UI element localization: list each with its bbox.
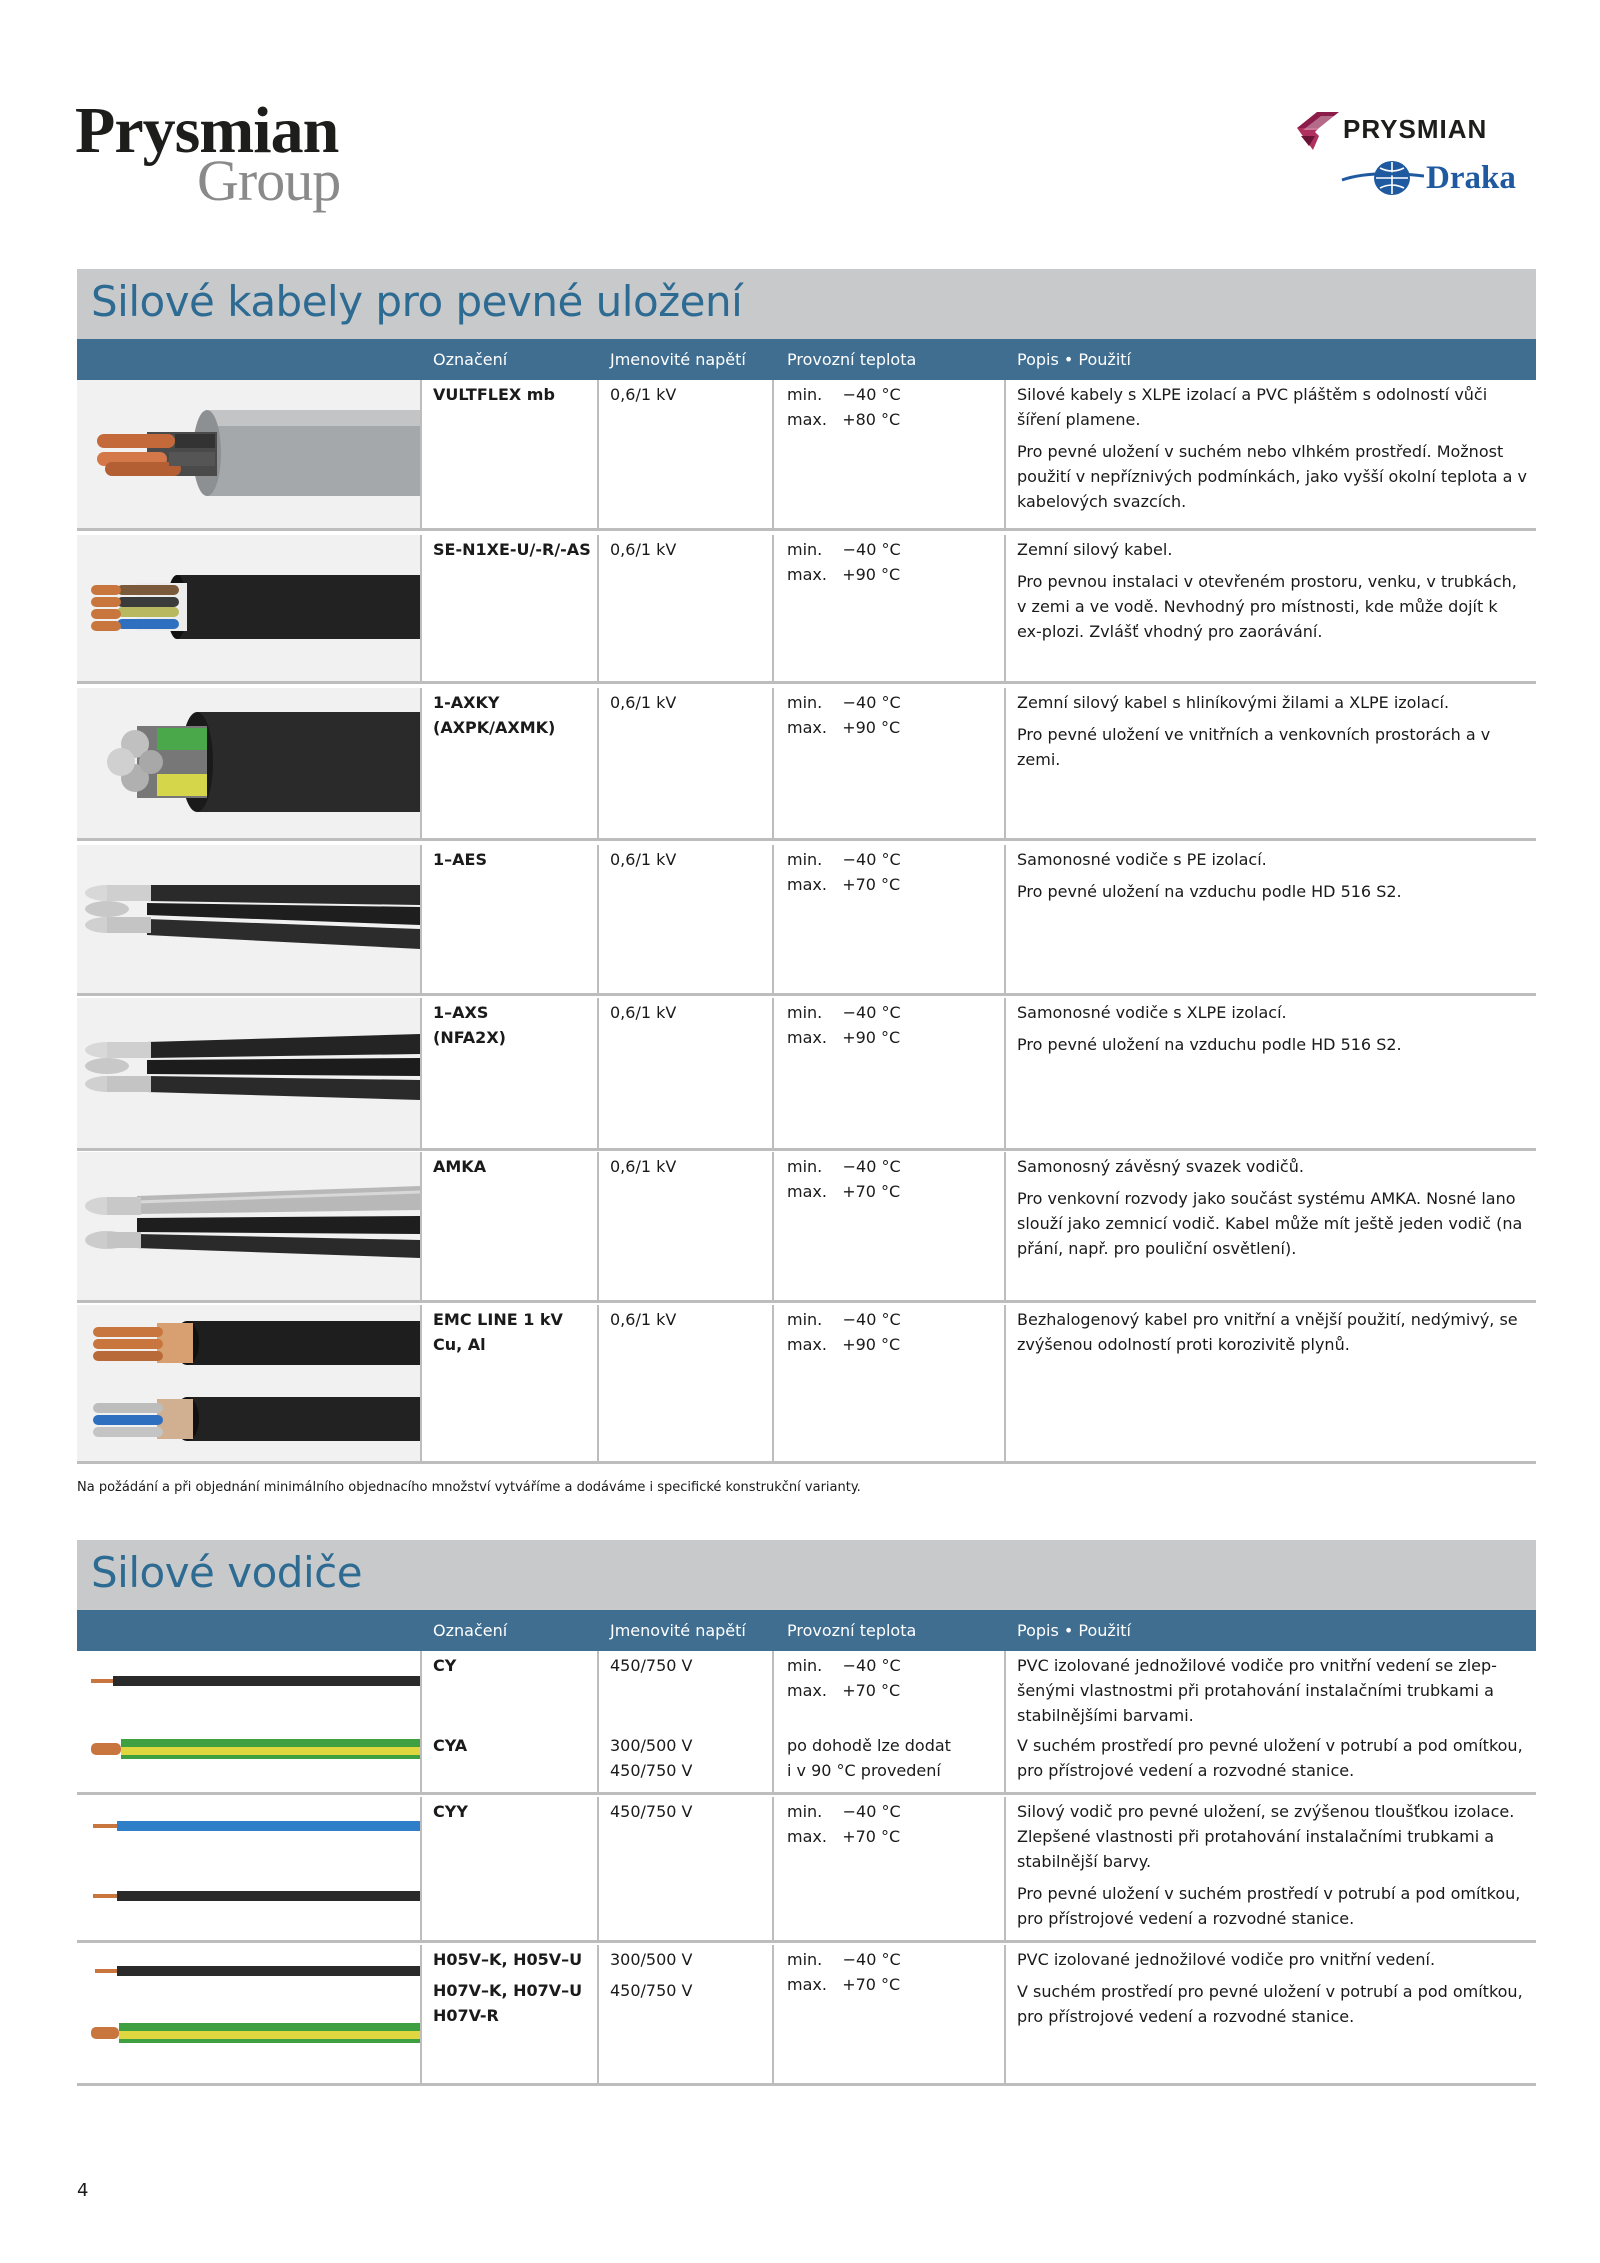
operating-temperature: min. −40 °C max. +70 °C	[787, 1802, 901, 1846]
column-divider	[420, 845, 422, 995]
section-title-text: Silové vodiče	[91, 1548, 363, 1597]
column-divider	[420, 1651, 422, 1794]
cable-image	[77, 998, 420, 1150]
rated-voltage: 300/500 V	[610, 1950, 693, 1969]
product-description: Samonosné vodiče s XLPE izolací. Pro pevné uložení na vzduchu podle HD 516 S2.	[1017, 1003, 1402, 1054]
rated-voltage: 450/750 V	[610, 1656, 693, 1675]
table-header	[77, 339, 1536, 380]
prysmian-brand-text: PRYSMIAN	[1343, 114, 1488, 144]
product-designation-secondary: H07V–K, H07V–U H07V-R	[433, 1981, 583, 2025]
product-designation: 1–AXS (NFA2X)	[433, 1003, 506, 1047]
row-divider	[77, 993, 1536, 996]
operating-temperature: min. −40 °C max. +80 °C	[787, 385, 901, 429]
column-divider	[597, 535, 599, 683]
column-divider	[1004, 1651, 1006, 1794]
operating-temperature: min. −40 °C max. +70 °C	[787, 1656, 901, 1700]
draka-globe-icon	[1340, 158, 1424, 198]
rated-voltage: 450/750 V	[610, 1802, 693, 1821]
product-designation: H05V–K, H05V–U	[433, 1950, 583, 1969]
column-header-designation: Označení	[433, 1621, 508, 1640]
product-designation: 1-AXKY (AXPK/AXMK)	[433, 693, 556, 737]
product-designation: AMKA	[433, 1157, 487, 1176]
column-divider	[420, 998, 422, 1150]
product-designation: 1–AES	[433, 850, 487, 869]
prysmian-brand-logo	[1295, 108, 1535, 156]
page-number: 4	[77, 2180, 89, 2201]
section-title-power-cables	[77, 269, 1536, 339]
operating-temperature-secondary: po dohodě lze dodat i v 90 °C provedení	[787, 1736, 951, 1780]
product-description: PVC izolované jednožilové vodiče pro vnitřní vedení. V suchém prostředí pro pevné uložení v potrubí a pod omítkou, pro přístrojové vedení a rozvodné stanice.	[1017, 1950, 1523, 2026]
conductor-image	[77, 1945, 420, 2085]
rated-voltage: 0,6/1 kV	[610, 1003, 677, 1022]
column-divider	[420, 1797, 422, 1942]
column-divider	[772, 1945, 774, 2085]
product-description: PVC izolované jednožilové vodiče pro vnitřní vedení se zlep-šenými vlastnostmi při protahování instalačními trubkami a stabilnějšími barvami.	[1017, 1656, 1497, 1725]
logo-word-group: Group	[197, 148, 341, 213]
column-divider	[1004, 1797, 1006, 1942]
column-header-description: Popis • Použití	[1017, 1621, 1131, 1640]
table-row	[77, 998, 1536, 1150]
table-row	[77, 1797, 1536, 1942]
cable-image	[77, 535, 420, 683]
operating-temperature: min. −40 °C max. +90 °C	[787, 693, 901, 737]
column-header-designation: Označení	[433, 350, 508, 369]
custom-variants-note: Na požádání a při objednání minimálního objednacího množství vytváříme a dodáváme i specifické konstrukční varianty.	[77, 1480, 861, 1495]
column-divider	[597, 1945, 599, 2085]
column-divider	[1004, 1152, 1006, 1302]
column-divider	[597, 1305, 599, 1463]
product-description-secondary: V suchém prostředí pro pevné uložení v potrubí a pod omítkou, pro přístrojové vedení a rozvodné stanice.	[1017, 1736, 1523, 1780]
column-divider	[1004, 998, 1006, 1150]
column-divider	[772, 1797, 774, 1942]
table-header	[77, 1610, 1536, 1651]
conductor-image	[77, 1651, 420, 1794]
prysmian-group-logo	[75, 94, 355, 213]
rated-voltage: 0,6/1 kV	[610, 693, 677, 712]
column-divider	[597, 1152, 599, 1302]
cable-image	[77, 380, 420, 530]
conductor-image	[77, 1797, 420, 1942]
column-header-voltage: Jmenovité napětí	[610, 1621, 746, 1640]
product-description: Zemní silový kabel. Pro pevnou instalaci v otevřeném prostoru, venku, v trubkách, v zemi a ve vodě. Nevhodný pro místnosti, kde může dojít k ex-plozi. Zvlášť vhodný pro zaorávání.	[1017, 540, 1517, 641]
rated-voltage: 0,6/1 kV	[610, 1157, 677, 1176]
operating-temperature: min. −40 °C max. +70 °C	[787, 1950, 901, 1994]
row-divider	[77, 1300, 1536, 1303]
row-divider	[77, 2083, 1536, 2086]
column-divider	[597, 1651, 599, 1794]
column-header-temperature: Provozní teplota	[787, 350, 917, 369]
column-divider	[1004, 1945, 1006, 2085]
logo-word-prysmian: Prysmian	[75, 94, 339, 167]
column-divider	[772, 845, 774, 995]
section-title-text: Silové kabely pro pevné uložení	[91, 277, 743, 326]
table-row	[77, 845, 1536, 995]
column-divider	[1004, 1305, 1006, 1463]
rated-voltage-secondary: 450/750 V	[610, 1981, 693, 2000]
draka-brand-text: Draka	[1426, 160, 1516, 196]
column-divider	[772, 1305, 774, 1463]
column-divider	[1004, 535, 1006, 683]
column-divider	[597, 998, 599, 1150]
rated-voltage-secondary: 300/500 V 450/750 V	[610, 1736, 693, 1780]
column-divider	[420, 1305, 422, 1463]
rated-voltage: 0,6/1 kV	[610, 385, 677, 404]
column-divider	[597, 688, 599, 840]
cable-image	[77, 1305, 420, 1463]
column-divider	[420, 380, 422, 530]
column-divider	[597, 380, 599, 530]
product-description: Samonosný závěsný svazek vodičů. Pro venkovní rozvody jako součást systému AMKA. Nosné lano slouží jako zemnicí vodič. Kabel může mít ještě jeden vodič (na přání, např. pro pouliční osvětlení).	[1017, 1157, 1523, 1258]
column-divider	[420, 1945, 422, 2085]
table-row	[77, 1152, 1536, 1302]
row-divider	[77, 681, 1536, 684]
product-description: Silový vodič pro pevné uložení, se zvýšenou tloušťkou izolace. Zlepšené vlastnosti při protahování instalačními trubkami a stabilnější barvy. Pro pevné uložení v suchém prostředí v potrubí a pod omítkou, pro přístrojové vedení a rozvodné stanice.	[1017, 1802, 1521, 1928]
column-divider	[772, 380, 774, 530]
product-designation: EMC LINE 1 kV Cu, Al	[433, 1310, 563, 1354]
prysmian-mark-icon	[1295, 108, 1341, 152]
column-header-description: Popis • Použití	[1017, 350, 1131, 369]
table-row	[77, 535, 1536, 683]
row-divider	[77, 1792, 1536, 1795]
operating-temperature: min. −40 °C max. +90 °C	[787, 1310, 901, 1354]
product-designation: SE-N1XE-U/-R/-AS	[433, 540, 591, 559]
table-row	[77, 688, 1536, 840]
table-row	[77, 380, 1536, 530]
row-divider	[77, 528, 1536, 531]
column-divider	[597, 845, 599, 995]
column-divider	[1004, 380, 1006, 530]
row-divider	[77, 838, 1536, 841]
operating-temperature: min. −40 °C max. +70 °C	[787, 1157, 901, 1201]
draka-brand-logo	[1340, 158, 1540, 198]
column-header-temperature: Provozní teplota	[787, 1621, 917, 1640]
product-description: Bezhalogenový kabel pro vnitřní a vnější použití, nedýmivý, se zvýšenou odolností proti korozivitě plynů.	[1017, 1310, 1518, 1354]
section-title-power-conductors	[77, 1540, 1536, 1610]
column-divider	[1004, 688, 1006, 840]
column-divider	[772, 1651, 774, 1794]
operating-temperature: min. −40 °C max. +90 °C	[787, 1003, 901, 1047]
column-divider	[420, 535, 422, 683]
rated-voltage: 0,6/1 kV	[610, 850, 677, 869]
table-row	[77, 1651, 1536, 1794]
product-designation-secondary: CYA	[433, 1736, 468, 1755]
column-divider	[420, 1152, 422, 1302]
product-description: Silové kabely s XLPE izolací a PVC pláštěm s odolností vůči šíření plamene. Pro pevné uložení v suchém nebo vlhkém prostředí. Možnost použití v nepříznivých podmínkách, jako vyšší okolní teplota a v kabelových svazcích.	[1017, 385, 1527, 511]
operating-temperature: min. −40 °C max. +90 °C	[787, 540, 901, 584]
table-row	[77, 1945, 1536, 2085]
column-divider	[420, 688, 422, 840]
operating-temperature: min. −40 °C max. +70 °C	[787, 850, 901, 894]
rated-voltage: 0,6/1 kV	[610, 1310, 677, 1329]
column-divider	[772, 1152, 774, 1302]
column-divider	[597, 1797, 599, 1942]
table-row	[77, 1305, 1536, 1463]
column-divider	[772, 998, 774, 1150]
row-divider	[77, 1940, 1536, 1943]
column-divider	[1004, 845, 1006, 995]
cable-image	[77, 1152, 420, 1302]
product-designation: VULTFLEX mb	[433, 385, 555, 404]
product-description: Samonosné vodiče s PE izolací. Pro pevné uložení na vzduchu podle HD 516 S2.	[1017, 850, 1402, 901]
product-designation: CY	[433, 1656, 457, 1675]
row-divider	[77, 1461, 1536, 1464]
cable-image	[77, 688, 420, 840]
product-description: Zemní silový kabel s hliníkovými žilami a XLPE izolací. Pro pevné uložení ve vnitřních a venkovních prostorách a v zemi.	[1017, 693, 1491, 769]
product-designation: CYY	[433, 1802, 468, 1821]
column-header-voltage: Jmenovité napětí	[610, 350, 746, 369]
cable-image	[77, 845, 420, 995]
column-divider	[772, 535, 774, 683]
column-divider	[772, 688, 774, 840]
row-divider	[77, 1148, 1536, 1151]
rated-voltage: 0,6/1 kV	[610, 540, 677, 559]
